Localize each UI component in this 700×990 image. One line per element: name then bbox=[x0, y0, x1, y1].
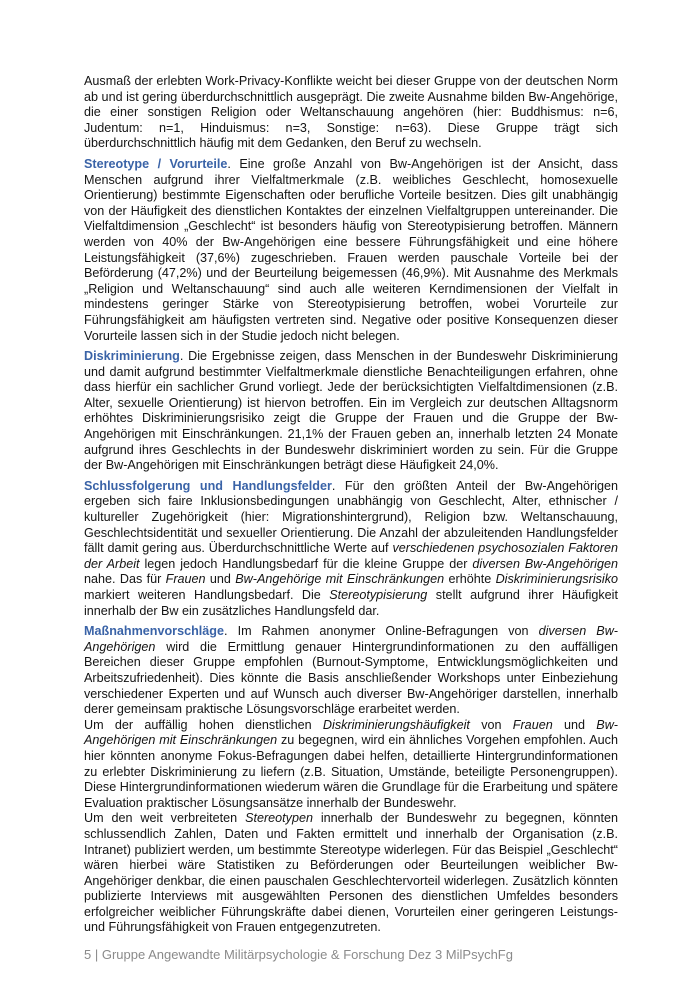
paragraph-diskriminierung bbox=[84, 349, 618, 474]
section-heading-schlussfolgerung: Schlussfolgerung und Handlungsfelder bbox=[84, 478, 332, 493]
section-heading-massnahmen: Maßnahmenvorschläge bbox=[84, 624, 224, 639]
document-body bbox=[84, 74, 618, 936]
italic-term: diversen Bw-Angehörigen bbox=[84, 624, 618, 654]
section-heading-diskriminierung: Diskriminierung bbox=[84, 349, 180, 364]
text-run: stellt aufgrund ihrer Häufigkeit innerhalb der Bw ein zusätzliches Handlungsfeld dar. bbox=[84, 588, 618, 618]
paragraph-text: Ausmaß der erlebten Work-Privacy-Konflikte weicht bei dieser Gruppe von der deutschen Norm ab und ist gering überdurchschnittlich ausgeprägt. Die zweite Ausnahme bilden Bw-Angehörige, die einer sonstigen Religion oder Weltanschauung angehören (hier: Buddhismus: n=6, Judentum: n=1, Hinduismus: n=3, Sonstige: n=63). Diese Gruppe trägt sich überdurchschnittlich häufig mit dem Gedanken, den Beruf zu wechseln. bbox=[84, 74, 618, 151]
text-run: und bbox=[205, 572, 236, 587]
paragraph-text: . Eine große Anzahl von Bw-Angehörigen ist der Ansicht, dass Menschen aufgrund ihrer Vielfaltmerkmale (z.B. weibliches Geschlecht, homosexuelle Orientierung) bestimmte Eigenschaften oder berufliche Vorteile besitzen. Dies gilt unabhängig von der Häufigkeit des dienstlichen Kontaktes der einzelnen Vielfaltgruppen untereinander. Die Vielfaltdimension „Geschlecht“ ist besonders häufig von Stereotypisierung betroffen. Männern werden von 40% der Bw-Angehörigen eine bessere Führungsfähigkeit und eine höhere Leistungsfähigkeit (37,6%) zugeschrieben. Frauen werden pauschale Vorteile bei der Beförderung (47,2%) und der Beurteilung beigemessen (46,9%). Mit Ausnahme des Merkmals „Religion und Weltanschauung“ sind auch alle weiteren Kerndimensionen der Vielfalt in mindestens geringer Stärke von Stereotypisierung betroffen, wobei Vorurteile zur Führungsfähigkeit am häufigsten vertreten sind. Negative oder positive Konsequenzen dieser Vorurteile lassen sich in der Studie jedoch nicht belegen. bbox=[84, 156, 618, 343]
italic-term: Stereotypisierung bbox=[329, 588, 428, 602]
text-run: wird die Ermittlung genauer Hintergrundinformationen zu den auffälligen Bereichen dieser Gruppe empfohlen (Burnout-Symptome, Entwicklungsmöglichkeiten und Arbeitszufriedenheit). Dies könnte die Basis anschließender Workshops unter Einbeziehung verschiedener Experten und auf Wunsch auch diverser Bw-Angehöriger darstellen, innerhalb derer gemeinsam praktische Lösungsvorschläge erarbeitet werden. bbox=[84, 639, 618, 717]
paragraph-diskriminierung-massnahmen bbox=[84, 718, 618, 812]
text-run: Um den weit verbreiteten bbox=[84, 811, 246, 826]
italic-term: Diskriminierungsrisiko bbox=[495, 572, 619, 587]
paragraph-massnahmen bbox=[84, 624, 618, 718]
italic-term: Stereotypen bbox=[245, 811, 313, 826]
paragraph-intro-continuation bbox=[84, 74, 618, 152]
paragraph-schlussfolgerung bbox=[84, 479, 618, 619]
text-run: erhöhte bbox=[444, 572, 496, 587]
italic-term: diversen Bw-Angehörigen bbox=[472, 556, 618, 571]
text-run: Um der auffällig hohen dienstlichen bbox=[84, 717, 323, 732]
text-run: innerhalb der Bundeswehr zu begegnen, könnten schlussendlich Zahlen, Daten und Fakten ermittelt und innerhalb der Organisation (z.B. Intranet) publiziert werden, um bestimmte Stereotype widerlegen. Für das Beispiel „Geschlecht“ wären hierbei wäre Statistiken zu Beförderungen oder Beurteilungen weiblicher Bw-Angehöriger denkbar, die einen pauschalen Geschlechtervorteil widerlegen. Zusätzlich könnten publizierte Interviews mit ausgewählten Personen des dienstlichen Umfeldes besonders erfolgreicher weiblicher Führungskräfte dabei dienen, Vorurteilen einer geringeren Leistungs- und Führungsfähigkeit von Frauen entgegenzutreten. bbox=[84, 811, 618, 935]
paragraph-stereotype-massnahmen bbox=[84, 811, 618, 936]
page-footer: 5 | Gruppe Angewandte Militärpsychologie & Forschung Dez 3 MilPsychFg bbox=[84, 947, 513, 962]
text-run: und bbox=[552, 717, 597, 732]
section-heading-stereotype: Stereotype / Vorurteile bbox=[84, 156, 228, 171]
text-run: . Im Rahmen anonymer Online-Befragungen von bbox=[223, 624, 539, 639]
paragraph-stereotype bbox=[84, 157, 618, 344]
italic-term: verschiedenen psychosozialen Faktoren der Arbeit bbox=[84, 541, 618, 571]
italic-term: Frauen bbox=[512, 717, 553, 732]
italic-term: Bw-Angehörige mit Einschränkungen bbox=[235, 572, 445, 587]
text-run: zu begegnen, wird ein ähnliches Vorgehen empfohlen. Auch hier könnten anonyme Fokus-Befragungen dabei helfen, detaillierte Hintergrundinformationen zu erlebter Diskriminierung zu liefern (z.B. Situation, Umstände, beteiligte Personengruppen). Diese Hintergrundinformationen wiederum wären die Grundlage für die Erarbeitung und spätere Evaluation praktischer Lösungsansätze innerhalb der Bundeswehr. bbox=[84, 733, 618, 810]
text-run: legen jedoch Handlungsbedarf für die kleine Gruppe der bbox=[139, 556, 473, 571]
paragraph-text: . Die Ergebnisse zeigen, dass Menschen in der Bundeswehr Diskriminierung und damit aufgrund bestimmter Vielfaltmerkmale dienstliche Benachteiligungen erfahren, ohne dass hierfür ein sachlicher Grund vorliegt. Jede der berücksichtigten Vielfaltdimensionen (z.B. Alter, sexuelle Orientierung) ist hiervon betroffen. Ein im Vergleich zur deutschen Alltagsnorm erhöhtes Diskriminierungsrisiko zeigt die Gruppe der Frauen und die Gruppe der Bw-Angehörigen mit Einschränkungen. 21,1% der Frauen geben an, innerhalb letzten 24 Monate aufgrund ihres Geschlechts in der Bundeswehr diskriminiert worden zu sein. Für die Gruppe der Bw-Angehörigen mit Einschränkungen beträgt diese Häufigkeit 24,0%. bbox=[84, 349, 618, 473]
text-run: von bbox=[469, 717, 513, 732]
text-run: nahe. Das für bbox=[84, 572, 166, 587]
text-run: . Für den größten Anteil der Bw-Angehörigen ergeben sich faire Inklusionsbedingungen unabhängig von Geschlecht, Alter, ethnischer / kultureller Zugehörigkeit (hier: Migrationshintergrund), Religion bzw. Weltanschauung, Geschlechtsidentität und sexueller Orientierung. Die Anzahl der abzuleitenden Handlungsfelder fällt damit gering aus. Überdurchschnittliche Werte auf bbox=[84, 478, 619, 556]
italic-term: Diskriminierungshäufigkeit bbox=[322, 717, 470, 732]
italic-term: Frauen bbox=[165, 572, 206, 587]
italic-term: Bw-Angehörigen mit Einschränkungen bbox=[84, 717, 618, 748]
text-run: markiert weiteren Handlungsbedarf. Die bbox=[84, 588, 330, 602]
